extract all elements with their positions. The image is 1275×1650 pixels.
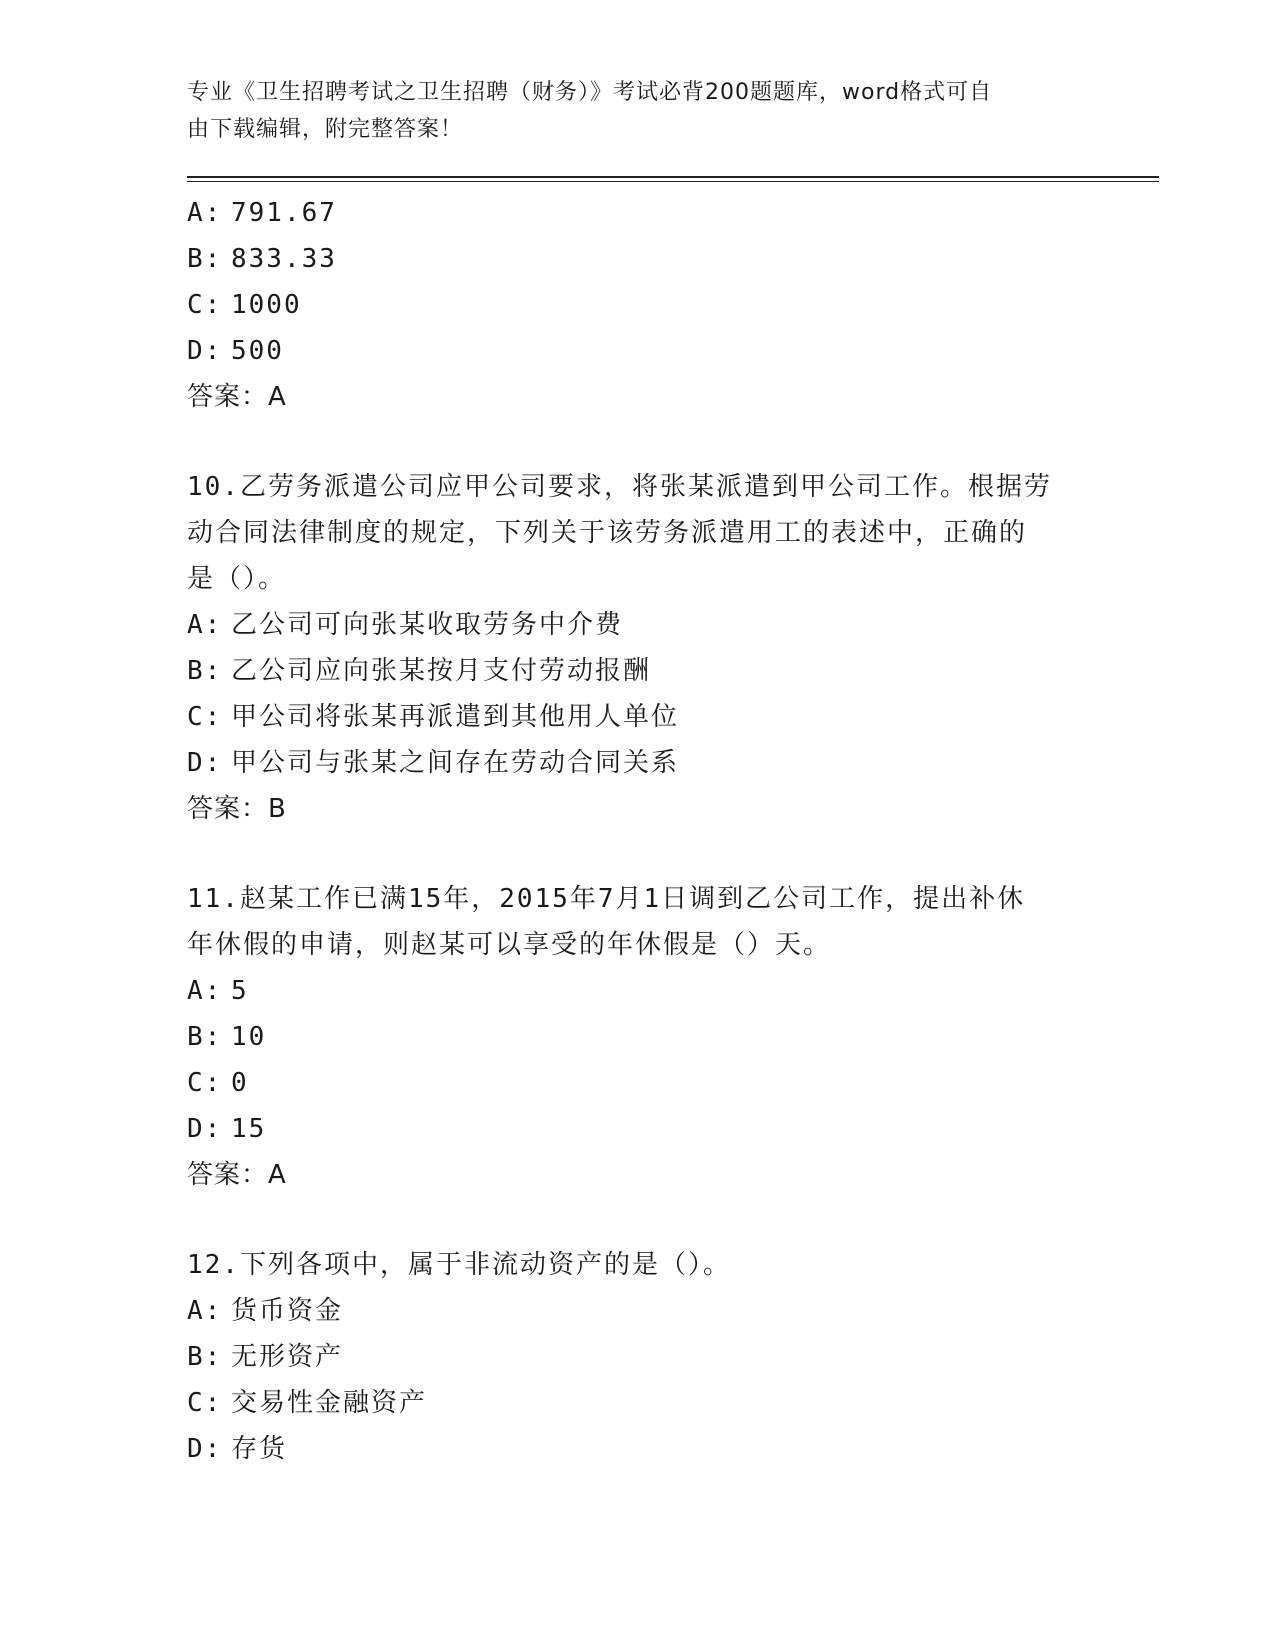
option-key: C:	[187, 702, 223, 732]
option-a	[187, 190, 1087, 236]
option-c	[187, 1380, 1087, 1426]
header-rule-thick	[187, 176, 1159, 178]
option-key: C:	[187, 290, 223, 320]
option-text: 5	[231, 976, 249, 1006]
option-text: 乙公司应向张某按月支付劳动报酬	[231, 656, 652, 686]
option-key: C:	[187, 1068, 223, 1098]
question-list	[187, 190, 1087, 1472]
option-text: 甲公司与张某之间存在劳动合同关系	[231, 748, 680, 778]
option-text: 存货	[231, 1434, 288, 1464]
option-b	[187, 648, 1087, 694]
header-line-2: 由下载编辑，附完整答案！	[187, 117, 464, 142]
option-text: 500	[231, 336, 284, 366]
option-key: D:	[187, 1434, 223, 1464]
option-key: A:	[187, 198, 223, 228]
stem-line: 11.赵某工作已满15年，2015年7月1日调到乙公司工作，提出补休	[187, 884, 1026, 914]
stem-line: 动合同法律制度的规定，下列关于该劳务派遣用工的表述中，正确的	[187, 518, 1028, 548]
option-key: D:	[187, 748, 223, 778]
option-text: 甲公司将张某再派遣到其他用人单位	[231, 702, 680, 732]
option-d	[187, 740, 1087, 786]
spacer	[187, 420, 1087, 464]
option-d	[187, 328, 1087, 374]
spacer	[187, 1198, 1087, 1242]
option-text: 0	[231, 1068, 249, 1098]
question-10	[187, 464, 1087, 832]
option-key: D:	[187, 1114, 223, 1144]
option-key: B:	[187, 244, 223, 274]
option-text: 无形资产	[231, 1342, 344, 1372]
stem-line: 是（）。	[187, 564, 287, 594]
header-rule-thin	[187, 181, 1159, 182]
question-12	[187, 1242, 1087, 1472]
answer-line: 答案：A	[187, 1160, 287, 1190]
stem-line: 年休假的申请，则赵某可以享受的年休假是（）天。	[187, 930, 832, 960]
stem-line: 10.乙劳务派遣公司应甲公司要求，将张某派遣到甲公司工作。根据劳	[187, 472, 1052, 502]
option-a	[187, 602, 1087, 648]
option-key: B:	[187, 1342, 223, 1372]
option-text: 交易性金融资产	[231, 1388, 428, 1418]
answer-line: 答案：A	[187, 382, 287, 412]
option-text: 货币资金	[231, 1296, 344, 1326]
question-stem	[187, 1242, 1087, 1288]
question-stem	[187, 876, 1087, 968]
question-stem	[187, 464, 1087, 602]
option-a	[187, 1288, 1087, 1334]
spacer	[187, 832, 1087, 876]
answer-line: 答案：B	[187, 794, 287, 824]
option-key: A:	[187, 610, 223, 640]
document-header	[187, 74, 1067, 148]
header-line-1: 专业《卫生招聘考试之卫生招聘（财务）》考试必背200题题库，word格式可自	[187, 80, 993, 105]
option-b	[187, 1334, 1087, 1380]
option-key: C:	[187, 1388, 223, 1418]
option-c	[187, 282, 1087, 328]
option-text: 1000	[231, 290, 302, 320]
option-key: A:	[187, 976, 223, 1006]
option-text: 10	[231, 1022, 267, 1052]
option-c	[187, 694, 1087, 740]
question-11	[187, 876, 1087, 1198]
option-text: 15	[231, 1114, 267, 1144]
option-a	[187, 968, 1087, 1014]
option-key: B:	[187, 1022, 223, 1052]
option-d	[187, 1106, 1087, 1152]
option-key: A:	[187, 1296, 223, 1326]
option-text: 乙公司可向张某收取劳务中介费	[231, 610, 624, 640]
option-key: D:	[187, 336, 223, 366]
option-text: 833.33	[231, 244, 337, 274]
option-b	[187, 1014, 1087, 1060]
option-d	[187, 1426, 1087, 1472]
question-9-options	[187, 190, 1087, 420]
option-key: B:	[187, 656, 223, 686]
option-c	[187, 1060, 1087, 1106]
option-b	[187, 236, 1087, 282]
stem-line: 12.下列各项中，属于非流动资产的是（）。	[187, 1250, 731, 1280]
option-text: 791.67	[231, 198, 337, 228]
